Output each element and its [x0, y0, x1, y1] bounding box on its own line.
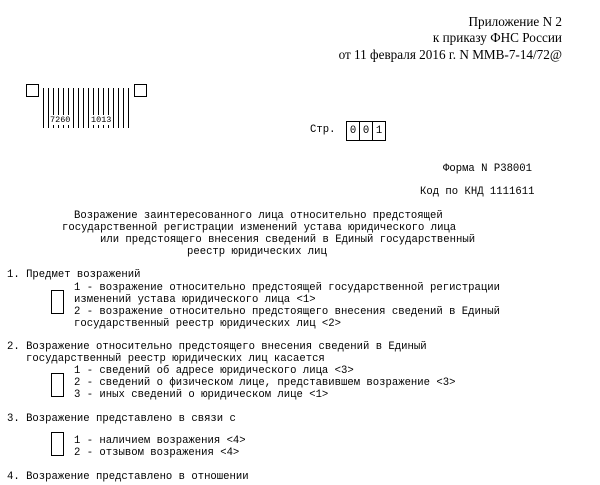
title-line-3: или предстоящего внесения сведений в Единый государственный [100, 234, 476, 246]
title-line-2: государственной регистрации изменений устава юридического лица [62, 222, 457, 234]
section-1-option-1-line-2: изменений устава юридического лица <1> [74, 294, 316, 306]
section-4-heading: 4. Возражение представлено в отношении [7, 471, 249, 483]
barcode-code-1: 7260 [50, 115, 71, 125]
appendix-line-3: от 11 февраля 2016 г. N ММВ-7-14/72@ [338, 47, 562, 62]
page-digit-3[interactable]: 1 [372, 121, 386, 141]
form-number: Форма N Р38001 [443, 163, 533, 175]
section-2-option-3: 3 - иных сведений о юридическом лице <1> [74, 389, 329, 401]
section-3-option-2: 2 - отзывом возражения <4> [74, 447, 240, 459]
knd-code: Код по КНД 1111611 [420, 186, 535, 198]
section-1-option-2-line-1: 2 - возражение относительно предстоящего внесения сведений в Единый [74, 306, 500, 318]
section-2-heading-line-2: государственный реестр юридических лиц касается [26, 353, 325, 365]
title-line-4: реестр юридических лиц [187, 246, 327, 258]
title-line-1: Возражение заинтересованного лица относительно предстоящей [74, 210, 443, 222]
barcode [43, 88, 131, 128]
section-2-option-1: 1 - сведений об адресе юридического лица <3> [74, 365, 354, 377]
section-1-heading: 1. Предмет возражений [7, 269, 141, 281]
appendix-line-2: к приказу ФНС России [432, 30, 562, 45]
registration-mark-left [26, 84, 39, 97]
section-3-option-1: 1 - наличием возражения <4> [74, 435, 246, 447]
appendix-line-1: Приложение N 2 [468, 14, 562, 29]
registration-mark-right [134, 84, 147, 97]
section-2-option-2: 2 - сведений о физическом лице, представившем возражение <3> [74, 377, 456, 389]
section-2-choice-box[interactable] [51, 373, 64, 397]
section-1-option-1-line-1: 1 - возражение относительно предстоящей государственной регистрации [74, 282, 500, 294]
section-3-choice-box[interactable] [51, 432, 64, 456]
barcode-code-2: 1013 [91, 115, 112, 125]
section-1-option-2-line-2: государственный реестр юридических лиц <2> [74, 318, 342, 330]
section-2-heading-line-1: 2. Возражение относительно предстоящего внесения сведений в Единый [7, 341, 427, 353]
section-1-choice-box[interactable] [51, 290, 64, 314]
page-digit-1[interactable]: 0 [346, 121, 360, 141]
page-label: Стр. [310, 124, 336, 136]
section-3-heading: 3. Возражение представлено в связи с [7, 413, 236, 425]
page-number-cells [346, 121, 386, 141]
page-digit-2[interactable]: 0 [359, 121, 373, 141]
